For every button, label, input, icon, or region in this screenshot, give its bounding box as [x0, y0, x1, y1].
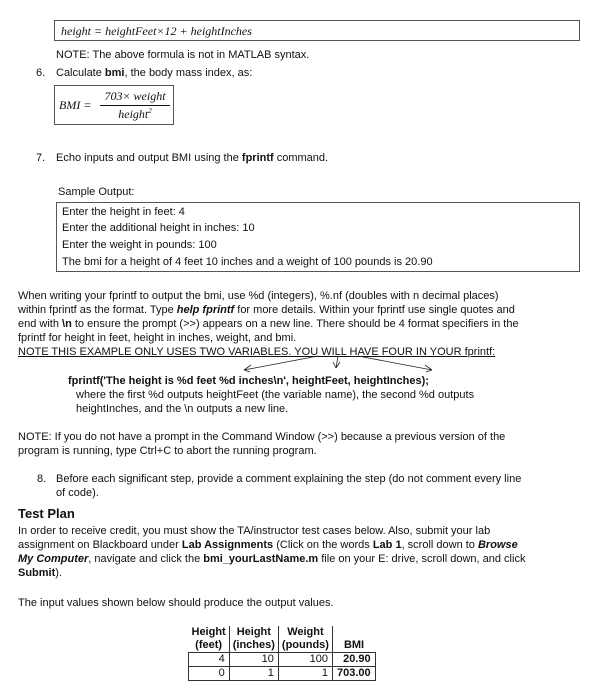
col-header: Height — [189, 626, 230, 639]
test-case-table — [188, 626, 376, 681]
formula-rhs: heightFeet×12 + heightInches — [105, 24, 252, 38]
tp3-post: file on your E: drive, scroll down, and click — [318, 553, 526, 565]
table-header-row-1 — [189, 626, 376, 639]
col-header: Weight — [278, 626, 332, 639]
col-header: (pounds) — [278, 639, 332, 653]
para2-bold: help fprintf — [176, 304, 235, 316]
para-fprintf-5: NOTE THIS EXAMPLE ONLY USES TWO VARIABLES. YOU WILL HAVE FOUR IN YOUR fprintf: — [18, 346, 496, 358]
table-row — [189, 653, 376, 667]
sample-line-3: Enter the weight in pounds: 100 — [62, 239, 217, 251]
col-header: (feet) — [189, 639, 230, 653]
para3-pre: end with — [18, 318, 63, 330]
sample-line-4: The bmi for a height of 4 feet 10 inches and a weight of 100 pounds is 20.90 — [62, 256, 433, 268]
test-plan-heading: Test Plan — [18, 506, 75, 521]
table-row — [189, 667, 376, 681]
denominator-exp: 2 — [148, 107, 152, 115]
tp2-mid2: , scroll down to — [401, 539, 478, 551]
tp4-post: ). — [55, 567, 63, 579]
test-plan-line-2 — [18, 539, 518, 551]
arrow-3 — [358, 356, 432, 370]
step7-pre: Echo inputs and output BMI using the — [56, 152, 242, 164]
step6-pre: Calculate — [56, 67, 105, 79]
height-formula — [61, 24, 252, 39]
tp2-b3: Browse — [477, 539, 518, 551]
step8-number: 8. — [37, 473, 47, 485]
sample-line-1: Enter the height in feet: 4 — [62, 206, 185, 218]
tp2-b1: Lab Assignments — [181, 539, 274, 551]
table-cell: 1 — [229, 667, 278, 681]
step7-post: command. — [273, 152, 329, 164]
table-header-row-2 — [189, 639, 376, 653]
bmi-denominator — [98, 107, 172, 122]
test-plan-line-1: In order to receive credit, you must show the TA/instructor test cases below. Also, submit your lab — [18, 525, 491, 537]
table-cell: 100 — [278, 653, 332, 667]
denominator-base: height — [118, 107, 149, 121]
bmi-lhs: BMI = — [59, 98, 92, 112]
tp3-b2: bmi_yourLastName.m — [203, 553, 319, 565]
para2-pre: within fprintf as the format. Type — [18, 304, 177, 316]
col-header — [332, 626, 375, 639]
sample-line-2: Enter the additional height in inches: 10 — [62, 222, 255, 234]
table-cell: 0 — [189, 667, 230, 681]
table-cell-bmi: 703.00 — [332, 667, 375, 681]
example-code: fprintf('The height is %d feet %d inches\n', heightFeet, heightInches); — [68, 375, 429, 387]
step6-number: 6. — [36, 67, 46, 79]
step7-bold: fprintf — [241, 152, 274, 164]
para3-bold: \n — [62, 318, 72, 330]
sample-output-label: Sample Output: — [58, 186, 135, 198]
formula-lhs: height — [61, 24, 91, 38]
col-header: Height — [229, 626, 278, 639]
example-expl-1: where the first %d outputs heightFeet (the variable name), the second %d outputs — [76, 389, 475, 401]
para-fprintf-3 — [18, 318, 519, 330]
bmi-numerator: 703× weight — [104, 89, 166, 103]
step6-text — [56, 67, 252, 79]
test-plan-line-4 — [18, 567, 62, 579]
para2-post: for more details. Within your fprintf use single quotes and — [234, 304, 515, 316]
fraction-bar — [100, 105, 170, 106]
height-formula-box — [54, 20, 580, 41]
tp3-b: My Computer — [18, 553, 89, 565]
tp4-b: Submit — [18, 567, 56, 579]
sample-output-box — [56, 202, 580, 272]
tp2-b2: Lab 1 — [372, 539, 402, 551]
para-fprintf-4: fprintf for height in feet, height in inches, weight, and bmi. — [18, 332, 297, 344]
note-prompt-1: NOTE: If you do not have a prompt in the Command Window (>>) because a previous version of the — [18, 431, 506, 443]
col-header: (inches) — [229, 639, 278, 653]
note-matlab: NOTE: The above formula is not in MATLAB syntax. — [56, 49, 310, 61]
test-plan-line-3 — [18, 553, 525, 565]
table-cell: 10 — [229, 653, 278, 667]
para3-post: to ensure the prompt (>>) appears on a new line. There should be 4 format specifiers in the — [71, 318, 519, 330]
note-prompt-2: program is running, type Ctrl+C to abort the running program. — [18, 445, 317, 457]
example-expl-2: heightInches, and the \n outputs a new line. — [76, 403, 289, 415]
step6-post: , the body mass index, as: — [124, 67, 253, 79]
arrow-1 — [244, 356, 318, 370]
step8-line-2: of code). — [56, 487, 99, 499]
input-values-note: The input values shown below should produce the output values. — [18, 597, 334, 609]
table-cell-bmi: 20.90 — [332, 653, 375, 667]
step7-text — [56, 152, 328, 164]
formula-eq: = — [94, 24, 103, 38]
step6-bold: bmi — [104, 67, 125, 79]
para-fprintf-1: When writing your fprintf to output the bmi, use %d (integers), %.nf (doubles with n decimal places) — [18, 290, 499, 302]
para-fprintf-2 — [18, 304, 515, 316]
col-header: BMI — [332, 639, 375, 653]
table-cell: 1 — [278, 667, 332, 681]
step8-line-1: Before each significant step, provide a comment explaining the step (do not comment every line — [56, 473, 522, 485]
step7-number: 7. — [36, 152, 46, 164]
tp2-pre: assignment on Blackboard under — [18, 539, 182, 551]
bmi-formula-box — [54, 85, 174, 125]
tp3-mid: , navigate and click the — [88, 553, 204, 565]
tp2-mid: (Click on the words — [273, 539, 373, 551]
table-cell: 4 — [189, 653, 230, 667]
